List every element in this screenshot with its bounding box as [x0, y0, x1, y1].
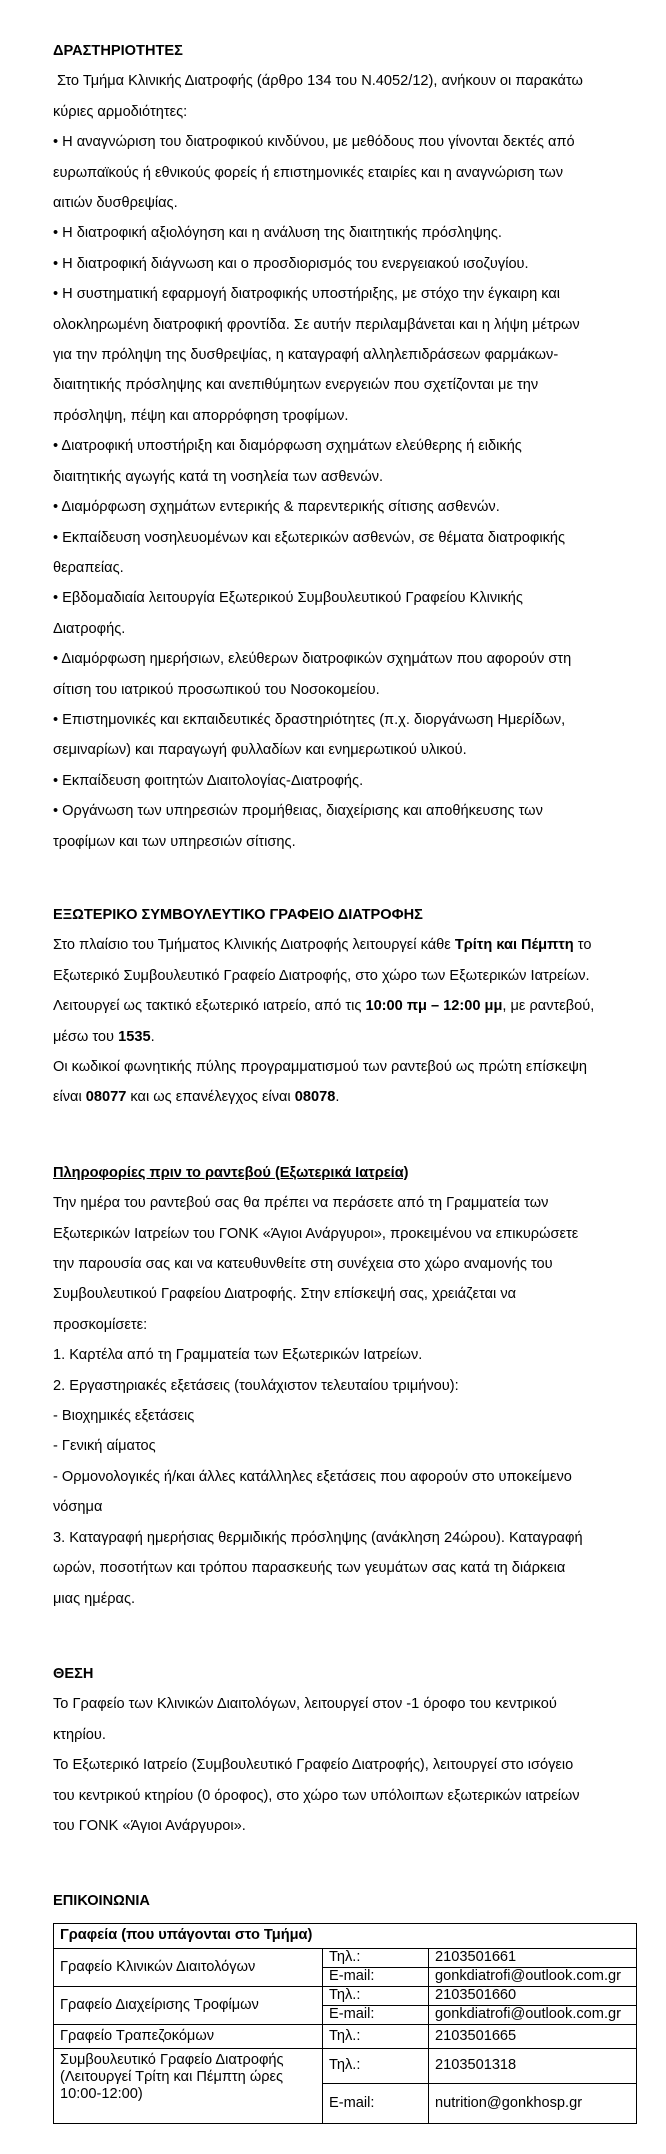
activities-line: σίτιση του ιατρικού προσωπικού του Νοσοκομείου.	[53, 681, 380, 698]
info-line: Την ημέρα του ραντεβού σας θα πρέπει να περάσετε από τη Γραμματεία των	[53, 1195, 549, 1212]
recheck-code: 08078	[294, 1089, 336, 1106]
activities-line: • Η συστηματική εφαρμογή διατροφικής υποστήριξης, με στόχο την έγκαιρη και	[53, 286, 561, 303]
table-row	[54, 2048, 637, 2083]
activities-line: • Εκπαίδευση φοιτητών Διαιτολογίας-Διατροφής.	[53, 772, 364, 789]
consulting-line: μέσω του 1535.	[53, 1028, 155, 1045]
consulting-phone-number: 1535	[118, 1028, 151, 1045]
activities-line: θεραπείας.	[53, 559, 124, 576]
table-header: Γραφεία (που υπάγονται στο Τμήμα)	[54, 1923, 637, 1948]
office-name: Γραφείο Κλινικών Διαιτολόγων	[54, 1948, 323, 1986]
info-line: προσκομίσετε:	[53, 1316, 148, 1333]
consulting-line: Λειτουργεί ως τακτικό εξωτερικό ιατρείο, από τις 10:00 πμ – 12:00 μμ, με ραντεβού,	[53, 998, 595, 1015]
info-line: Συμβουλευτικού Γραφείου Διατροφής. Στην επίσκεψή σας, χρειάζεται να	[53, 1286, 517, 1303]
info-line: την παρουσία σας και να κατευθυνθείτε στη συνέχεια στο χώρο αναμονής του	[53, 1256, 553, 1273]
location-line: Το Εξωτερικό Ιατρείο (Συμβουλευτικό Γραφείο Διατροφής), λειτουργεί στο ισόγειο	[53, 1757, 574, 1774]
activities-line: Διατροφής.	[53, 620, 126, 637]
info-line: μιας ημέρας.	[53, 1590, 136, 1607]
location-line: Το Γραφείο των Κλινικών Διαιτολόγων, λειτουργεί στον -1 όροφο του κεντρικού	[53, 1696, 557, 1713]
activities-line: ολοκληρωμένη διατροφική φροντίδα. Σε αυτήν περιλαμβάνεται και η λήψη μέτρων	[53, 316, 580, 333]
contact-table	[53, 1923, 637, 2124]
location-line: του ΓΟΝΚ «Άγιοι Ανάργυροι».	[53, 1817, 246, 1834]
info-line: ωρών, ποσοτήτων και τρόπου παρασκευής των γευμάτων σας κατά τη διάρκεια	[53, 1560, 566, 1577]
location-line: κτηρίου.	[53, 1726, 106, 1743]
activities-line: • Επιστημονικές και εκπαιδευτικές δραστηριότητες (π.χ. διοργάνωση Ημερίδων,	[53, 711, 566, 728]
email-label: E-mail:	[323, 1967, 429, 1986]
location-title: ΘΕΣΗ	[53, 1665, 94, 1682]
consulting-days: Τρίτη και Πέμπτη	[454, 937, 574, 954]
activities-line: • Εκπαίδευση νοσηλευομένων και εξωτερικών ασθενών, σε θέματα διατροφικής	[53, 529, 566, 546]
email-value[interactable]: gonkdiatrofi@outlook.com.gr	[429, 1967, 637, 1986]
info-line: νόσημα	[53, 1499, 103, 1516]
info-line: - Βιοχημικές εξετάσεις	[53, 1408, 195, 1425]
office-name: Γραφείο Διαχείρισης Τροφίμων	[54, 1986, 323, 2024]
tel-label: Τηλ.:	[323, 1948, 429, 1967]
location-line: του κεντρικού κτηρίου (0 όροφος), στο χώρο των υπόλοιπων εξωτερικών ιατρείων	[53, 1787, 580, 1804]
email-value[interactable]: gonkdiatrofi@outlook.com.gr	[429, 2005, 637, 2024]
email-label: E-mail:	[323, 2005, 429, 2024]
consulting-line: Στο πλαίσιο του Τμήματος Κλινικής Διατροφής λειτουργεί κάθε Τρίτη και Πέμπτη το	[53, 937, 592, 954]
activities-line: πρόσληψη, πέψη και απορρόφηση τροφίμων.	[53, 407, 349, 424]
activities-line: για την πρόληψη της δυσθρεψίας, η καταγραφή αλληλεπιδράσεων φαρμάκων-	[53, 347, 559, 364]
email-label: E-mail:	[323, 2083, 429, 2123]
activities-line: • Η διατροφική αξιολόγηση και η ανάλυση της διαιτητικής πρόσληψης.	[53, 225, 502, 242]
tel-value: 2103501318	[429, 2048, 637, 2083]
consulting-line: Εξωτερικό Συμβουλευτικό Γραφείο Διατροφής, στο χώρο των Εξωτερικών Ιατρείων.	[53, 967, 590, 984]
activities-line: • Εβδομαδιαία λειτουργία Εξωτερικού Συμβουλευτικού Γραφείου Κλινικής	[53, 590, 523, 607]
info-title: Πληροφορίες πριν το ραντεβού (Εξωτερικά Ιατρεία)	[53, 1164, 409, 1181]
first-visit-code: 08077	[85, 1089, 127, 1106]
activities-line: διαιτητικής αγωγής κατά τη νοσηλεία των ασθενών.	[53, 468, 384, 485]
consulting-hours: 10:00 πμ – 12:00 μμ	[365, 998, 503, 1015]
tel-label: Τηλ.:	[323, 2024, 429, 2048]
info-line: 1. Καρτέλα από τη Γραμματεία των Εξωτερικών Ιατρείων.	[53, 1347, 423, 1364]
activities-line: τροφίμων και των υπηρεσιών σίτισης.	[53, 833, 296, 850]
info-line: - Ορμονολογικές ή/και άλλες κατάλληλες εξετάσεις που αφορούν στο υποκείμενο	[53, 1468, 572, 1485]
activities-line: • Διατροφική υποστήριξη και διαμόρφωση σχημάτων ελεύθερης ή ειδικής	[53, 438, 522, 455]
office-name: Συμβουλευτικό Γραφείο Διατροφής (Λειτουργεί Τρίτη και Πέμπτη ώρες 10:00-12:00)	[54, 2048, 323, 2123]
tel-value: 2103501665	[429, 2024, 637, 2048]
activities-line: ευρωπαϊκούς ή εθνικούς φορείς ή επιστημονικές εταιρίες και η αναγνώριση των	[53, 164, 564, 181]
table-row	[54, 2024, 637, 2048]
tel-label: Τηλ.:	[323, 2048, 429, 2083]
tel-value: 2103501660	[429, 1986, 637, 2005]
office-name: Γραφείο Τραπεζοκόμων	[54, 2024, 323, 2048]
info-line: Εξωτερικών Ιατρείων του ΓΟΝΚ «Άγιοι Ανάργυροι», προκειμένου να επικυρώσετε	[53, 1225, 579, 1242]
activities-line: • Η διατροφική διάγνωση και ο προσδιορισμός του ενεργειακού ισοζυγίου.	[53, 255, 529, 272]
activities-line: • Η αναγνώριση του διατροφικού κινδύνου, με μεθόδους που γίνονται δεκτές από	[53, 134, 575, 151]
tel-label: Τηλ.:	[323, 1986, 429, 2005]
info-line: - Γενική αίματος	[53, 1438, 156, 1455]
info-line: 3. Καταγραφή ημερήσιας θερμιδικής πρόσληψης (ανάκληση 24ώρου). Καταγραφή	[53, 1529, 583, 1546]
activities-line: • Διαμόρφωση ημερήσιων, ελεύθερων διατροφικών σχημάτων που αφορούν στη	[53, 651, 572, 668]
activities-line: σεμιναρίων) και παραγωγή φυλλαδίων και ενημερωτικού υλικού.	[53, 742, 467, 759]
contact-title: ΕΠΙΚΟΙΝΩΝΙΑ	[53, 1893, 150, 1910]
table-row	[54, 1948, 637, 1967]
activities-line: αιτιών δυσθρεψίας.	[53, 195, 178, 212]
activities-line: διαιτητικής πρόσληψης και ανεπιθύμητων ενεργειών που σχετίζονται με την	[53, 377, 539, 394]
table-header-row	[54, 1923, 637, 1948]
consulting-title: ΕΞΩΤΕΡΙΚΟ ΣΥΜΒΟΥΛΕΥΤΙΚΟ ΓΡΑΦΕΙΟ ΔΙΑΤΡΟΦΗΣ	[53, 906, 423, 923]
consulting-line: είναι 08077 και ως επανέλεγχος είναι 08078.	[53, 1089, 340, 1106]
activities-line: • Οργάνωση των υπηρεσιών προμήθειας, διαχείρισης και αποθήκευσης των	[53, 803, 543, 820]
table-row	[54, 1986, 637, 2005]
activities-line: • Διαμόρφωση σχημάτων εντερικής & παρεντερικής σίτισης ασθενών.	[53, 499, 500, 516]
consulting-line: Οι κωδικοί φωνητικής πύλης προγραμματισμού των ραντεβού ως πρώτη επίσκεψη	[53, 1059, 588, 1075]
activities-title: ΔΡΑΣΤΗΡΙΟΤΗΤΕΣ	[53, 43, 183, 59]
tel-value: 2103501661	[429, 1948, 637, 1967]
activities-intro-line: Στο Τμήμα Κλινικής Διατροφής (άρθρο 134 του Ν.4052/12), ανήκουν οι παρακάτω	[53, 73, 583, 90]
info-line: 2. Εργαστηριακές εξετάσεις (τουλάχιστον τελευταίου τριμήνου):	[53, 1377, 459, 1394]
email-value[interactable]: nutrition@gonkhosp.gr	[429, 2083, 637, 2123]
activities-intro-line: κύριες αρμοδιότητες:	[53, 103, 188, 120]
